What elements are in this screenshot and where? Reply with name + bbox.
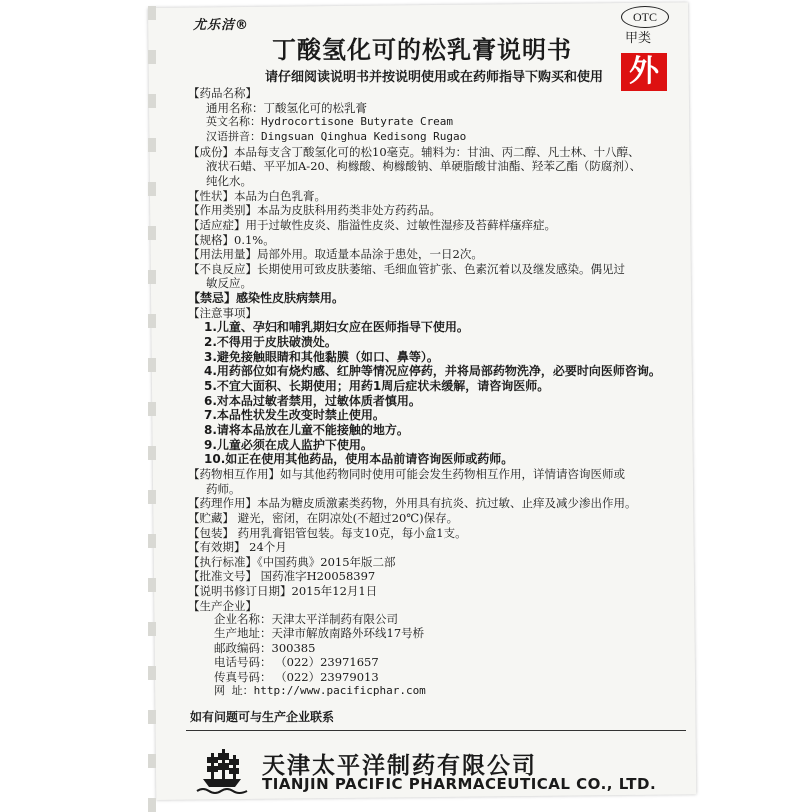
ship-logo-icon: [195, 745, 249, 795]
leaflet-line: 【批准文号】 国药准字H20058397: [188, 569, 376, 584]
leaflet-line: 【药品名称】: [188, 86, 257, 100]
leaflet-line: 【禁忌】感染性皮肤病禁用。: [188, 291, 345, 306]
leaflet-line: 【说明书修订日期】2015年12月1日: [188, 584, 378, 599]
leaflet-line: 2.不得用于皮肤破溃处。: [204, 335, 337, 350]
leaflet-line: 英文名称：Hydrocortisone Butyrate Cream: [206, 115, 454, 129]
leaflet-subtitle: 请仔细阅读说明书并按说明使用或在药师指导下购买和使用: [265, 70, 604, 85]
leaflet-line: 【规格】0.1%。: [188, 232, 275, 247]
leaflet-line: 电话号码： （022）23971657: [214, 655, 379, 670]
external-use-mark: 外: [621, 53, 667, 91]
leaflet-line: 【药理作用】本品为糖皮质激素类药物，外用具有抗炎、抗过敏、止痒及减少渗出作用。: [188, 496, 637, 511]
leaflet-line: 【包装】 药用乳膏铝管包装。每支10克，每小盒1支。: [188, 525, 467, 540]
leaflet-line: 7.本品性状发生改变时禁止使用。: [204, 408, 385, 423]
leaflet-line: 【作用类别】本品为皮肤科用药类非处方药药品。: [188, 203, 441, 218]
leaflet-line: 【不良反应】长期使用可致皮肤萎缩、毛细血管扩张、色素沉着以及继发感染。偶见过: [188, 261, 625, 276]
leaflet-line: 4.用药部位如有烧灼感、红肿等情况应停药，并将局部药物洗净，必要时向医师咨询。: [204, 364, 661, 379]
leaflet-line: 药师。: [206, 481, 241, 496]
leaflet-line: 【药物相互作用】如与其他药物同时使用可能会发生药物相互作用，详情请咨询医师或: [188, 466, 625, 481]
leaflet-line: 6.对本品过敏者禁用，过敏体质者慎用。: [204, 393, 421, 408]
leaflet-line: 【贮藏】 避光，密闭，在阴凉处(不超过20℃)保存。: [188, 510, 459, 525]
leaflet-line: 【性状】本品为白色乳膏。: [188, 188, 326, 203]
contact-note: 如有问题可与生产企业联系: [190, 710, 335, 724]
leaflet-line: 【注意事项】: [188, 305, 257, 320]
leaflet-line: 3.避免接触眼睛和其他黏膜（如口、鼻等）。: [204, 349, 439, 364]
leaflet-line: 生产地址：天津市解放南路外环线17号桥: [214, 626, 425, 641]
leaflet-line: 企业名称：天津太平洋制药有限公司: [214, 612, 398, 626]
leaflet-line: 敏反应。: [206, 276, 252, 291]
brand-logo-text: 尤乐洁®: [193, 18, 250, 33]
leaflet-line: 网 址：http://www.pacificphar.com: [214, 684, 426, 697]
otc-category-label: 甲类: [625, 31, 652, 46]
leaflet-line: 邮政编码：300385: [214, 640, 316, 655]
company-name-en: TIANJIN PACIFIC PHARMACEUTICAL CO., LTD.: [262, 775, 657, 793]
leaflet-line: 9.儿童必须在成人监护下使用。: [204, 437, 373, 452]
company-name-cn: 天津太平洋制药有限公司: [262, 753, 537, 779]
leaflet-line: 液状石蜡、平平加A-20、枸橼酸、枸橼酸钠、单硬脂酸甘油酯、羟苯乙酯（防腐剂）、: [206, 159, 642, 174]
leaflet-line: 10.如正在使用其他药品，使用本品前请咨询医师或药师。: [204, 452, 514, 467]
leaflet-title: 丁酸氢化可的松乳膏说明书: [272, 36, 572, 64]
otc-badge: OTC: [621, 6, 669, 28]
leaflet-line: 通用名称：丁酸氢化可的松乳膏: [206, 100, 367, 115]
leaflet-line: 8.请将本品放在儿童不能接触的地方。: [204, 422, 409, 437]
leaflet-line: 【成份】本品每支含丁酸氢化可的松10毫克。辅料为：甘油、丙二醇、凡士林、十八醇、: [188, 144, 640, 159]
leaflet-line: 【生产企业】: [188, 598, 257, 613]
leaflet-line: 汉语拼音：Dingsuan Qinghua Kedisong Rugao: [206, 129, 467, 143]
leaflet-line: 【适应症】用于过敏性皮炎、脂溢性皮炎、过敏性湿疹及苔藓样瘙痒症。: [188, 217, 556, 232]
leaflet-line: 【有效期】 24个月: [188, 540, 287, 555]
leaflet-line: 【执行标准】《中国药典》2015年版二部: [188, 554, 396, 569]
leaflet-line: 纯化水。: [206, 173, 252, 188]
leaflet-line: 【用法用量】局部外用。取适量本品涂于患处，一日2次。: [188, 247, 483, 262]
torn-left-edge: [148, 0, 156, 800]
footer-divider: [186, 730, 686, 731]
leaflet-line: 1.儿童、孕妇和哺乳期妇女应在医师指导下使用。: [204, 320, 469, 335]
leaflet-line: 5.不宜大面积、长期使用；用药1周后症状未缓解，请咨询医师。: [204, 379, 550, 393]
leaflet-line: 传真号码： （022）23979013: [214, 669, 379, 684]
